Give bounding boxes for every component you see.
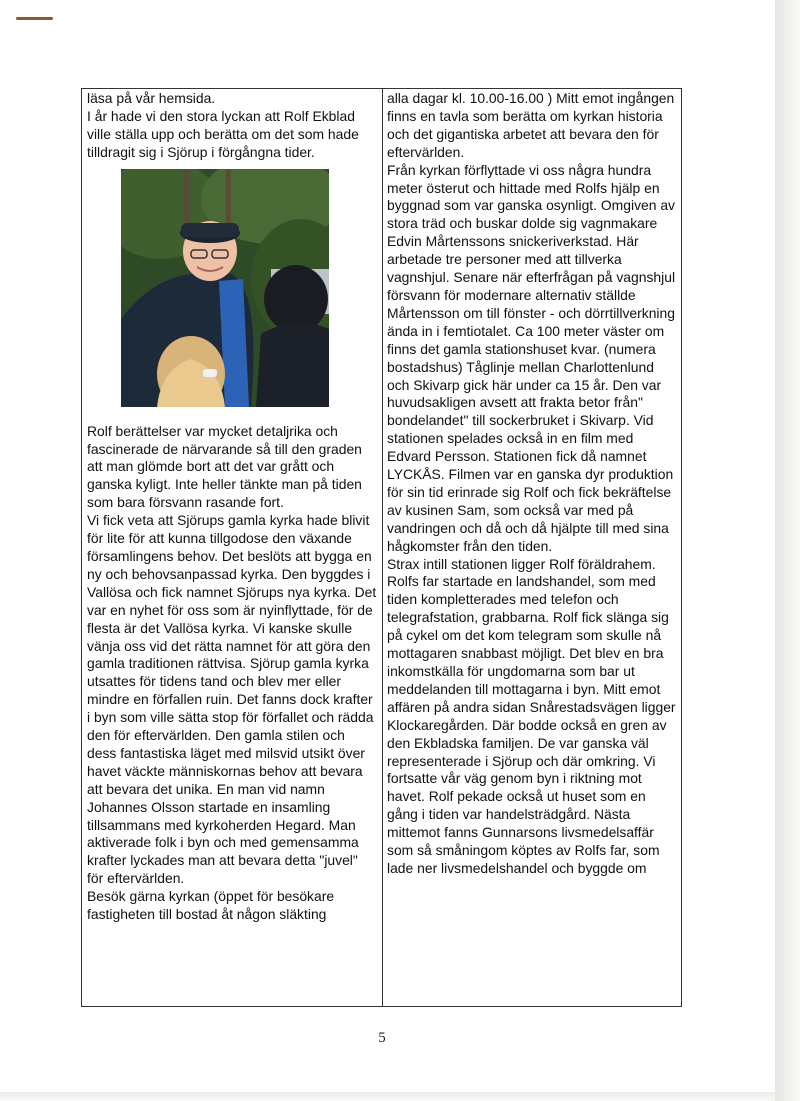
left-paragraph-4: Vi fick veta att Sjörups gamla kyrka hade blivit för lite för att kunna tillgodose den växande församlingens behov. Det beslöts att bygga en ny och behovsanpassad kyrka. Den byggdes i Vallösa och fick namnet Sjörups nya kyrka. Det var en nyhet för oss som är nyinflyttade, för de flesta är det Vallösa kyrka. Vi kanske skulle vänja oss vid det rätta namnet för att göra den gamla traditionen rättvisa. Sjörup gamla kyrka utsattes för tidens tand och blev mer eller mindre en förfallen ruin. Det fanns dock krafter i byn som ville sätta stop för förfallet och rädda den för eftervärlden. Den gamla stilen och dess fantastiska läget med milsvid utsikt över havet väckte människornas behov att bevara att bevara det unika. En man vid namn Johannes Olsson startade en insamling tillsammans med kyrkoherden Hegard. Man aktiverade folk i byn och med gemensamma krafter lyckades man att bevara detta "juvel" för eftervärlden. [87, 512, 377, 887]
right-paragraph-3: Strax intill stationen ligger Rolf föräldrahem. Rolfs far startade en landshandel, som med tiden kompletterades med telefon och telegrafstation, grabbarna. Rolf fick slänga sig på cykel om det kom telegram som skulle nå mottagaren snabbast möjligt. Det blev en bra inkomstkälla för ungdomarna som bar ut meddelanden till mottagarna i byn. Mitt emot affären på andra sidan Snårestadsvägen ligger Klockaregården. Där bodde också en gren av den Ekbladska familjen. De var ganska väl representerade i Sjörup och där omkring. Vi fortsatte vår väg genom byn i riktning mot havet. Rolf pekade också ut huset som en gång i tiden var handelsträdgård. Nästa mittemot fanns Gunnarsons livsmedelsaffär som så småningom köptes av Rolfs far, som lade ner livsmedelshandel och byggde om [387, 555, 676, 876]
two-column-frame [81, 88, 682, 1007]
right-paragraph-1: alla dagar kl. 10.00-16.00 ) Mitt emot ingången finns en tavla som berätta om kyrkan historia och det gigantiska arbetet att bevara den för eftervärlden. [387, 90, 675, 160]
right-paragraph-2: Från kyrkan förflyttade vi oss några hundra meter österut och hittade med Rolfs hjälp en byggnad som var ganska osynligt. Omgiven av stora träd och buskar dolde sig vagnmakare Edvin Mårtenssons snickeriverkstad. Här arbetade tre personer med att tillverka vagnshjul. Senare när efterfrågan på vagnshjul försvann för modernare alternativ ställde Mårtensson om till fönster - och dörrtillverkning ända in i femtiotalet. Ca 100 meter väster om finns det gamla stationshuset kvar. (numera bostadshus) Tåglinje mellan Charlottenlund och Skivarp gick här under ca 15 år. Den var huvudsakligen avsett att frakta betor från" bondelandet" till sockerbruket i Skivarp. Vid stationen spelades också in en film med Edvard Persson. Stationen fick då namnet LYCKÅS. Filmen var en ganska dyr produktion för sin tid erinrade sig Rolf och fick bekräftelse av kusinen Sam, som också var med på vandringen och då och då hjälpte till med sina hågkomster från den tiden. [387, 161, 676, 554]
left-column [87, 90, 377, 924]
page-edge-right [775, 0, 800, 1101]
corner-mark [16, 17, 53, 20]
left-paragraph-5: Besök gärna kyrkan (öppet för besökare fastigheten till bostad åt någon släkting [87, 888, 335, 923]
page-number: 5 [378, 1030, 386, 1046]
right-column [387, 90, 679, 878]
photo-illustration [121, 169, 329, 407]
left-paragraph-1: läsa på vår hemsida. [87, 90, 216, 106]
left-paragraph-2: I år hade vi den stora lyckan att Rolf Ekblad ville ställa upp och berätta om det som hade tilldragit sig i Sjörup i förgångna tider. [87, 107, 359, 160]
column-divider [382, 89, 383, 1007]
page-edge-bottom [0, 1092, 775, 1101]
photo-rolf-ekblad [121, 169, 329, 407]
left-paragraph-3: Rolf berättelser var mycket detaljrika och fascinerade de närvarande så till den graden att man glömde bort att det var grått och ganska kyligt. Inte heller tänkte man på tiden som bara försvann rasande fort. [87, 422, 362, 511]
